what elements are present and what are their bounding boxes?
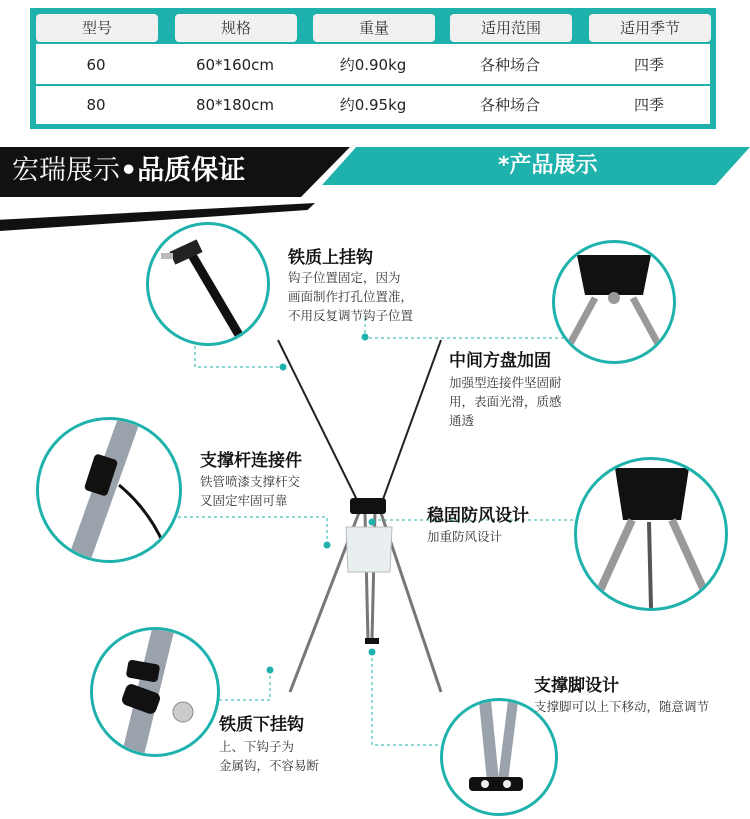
slogan: 品质保证 xyxy=(137,155,246,186)
feature-title: 铁质上挂钩 xyxy=(288,248,373,268)
center-plate-photo xyxy=(552,240,676,364)
feature-title: 支撑杆连接件 xyxy=(200,451,302,471)
cell-scope: 各种场合 xyxy=(479,56,540,74)
feature-desc: 铁管喷漆支撑杆交 叉固定牢固可靠 xyxy=(200,474,301,508)
cell-weight: 约0.90kg xyxy=(339,56,407,74)
feature-desc: 支撑脚可以上下移动，随意调节 xyxy=(534,699,710,714)
windproof-base-photo xyxy=(574,457,728,611)
top-hook-photo xyxy=(146,222,270,346)
bullet: • xyxy=(120,155,138,186)
cell-season: 四季 xyxy=(633,96,664,114)
cell-model: 80 xyxy=(86,96,106,114)
rod-connector-photo xyxy=(36,417,182,563)
feature-desc: 加强型连接件坚固耐 用，表面光滑，质感 通透 xyxy=(449,375,562,428)
header-size: 规格 xyxy=(175,14,297,42)
feature-title: 支撑脚设计 xyxy=(534,676,619,696)
section-title: *产品展示 xyxy=(498,153,598,178)
feature-title: 铁质下挂钩 xyxy=(219,715,304,735)
cell-scope: 各种场合 xyxy=(479,96,540,114)
feature-title: 稳固防风设计 xyxy=(427,506,529,526)
cell-size: 60*160cm xyxy=(195,56,275,74)
bottom-hook-photo xyxy=(90,627,220,757)
cell-model: 60 xyxy=(86,56,106,74)
header-weight: 重量 xyxy=(313,14,435,42)
cell-weight: 约0.95kg xyxy=(339,96,407,114)
cell-size: 80*180cm xyxy=(195,96,275,114)
header-model: 型号 xyxy=(36,14,158,42)
feature-desc: 加重防风设计 xyxy=(427,529,503,544)
feature-desc: 钩子位置固定，因为 画面制作打孔位置准， 不用反复调节钩子位置 xyxy=(288,270,414,323)
cell-season: 四季 xyxy=(633,56,664,74)
brand-name: 宏瑞展示 xyxy=(12,155,120,186)
header-scope: 适用范围 xyxy=(450,14,572,42)
feature-title: 中间方盘加固 xyxy=(449,351,551,371)
header-season: 适用季节 xyxy=(589,14,711,42)
feature-desc: 上、下钩子为 金属钩，不容易断 xyxy=(219,739,320,773)
